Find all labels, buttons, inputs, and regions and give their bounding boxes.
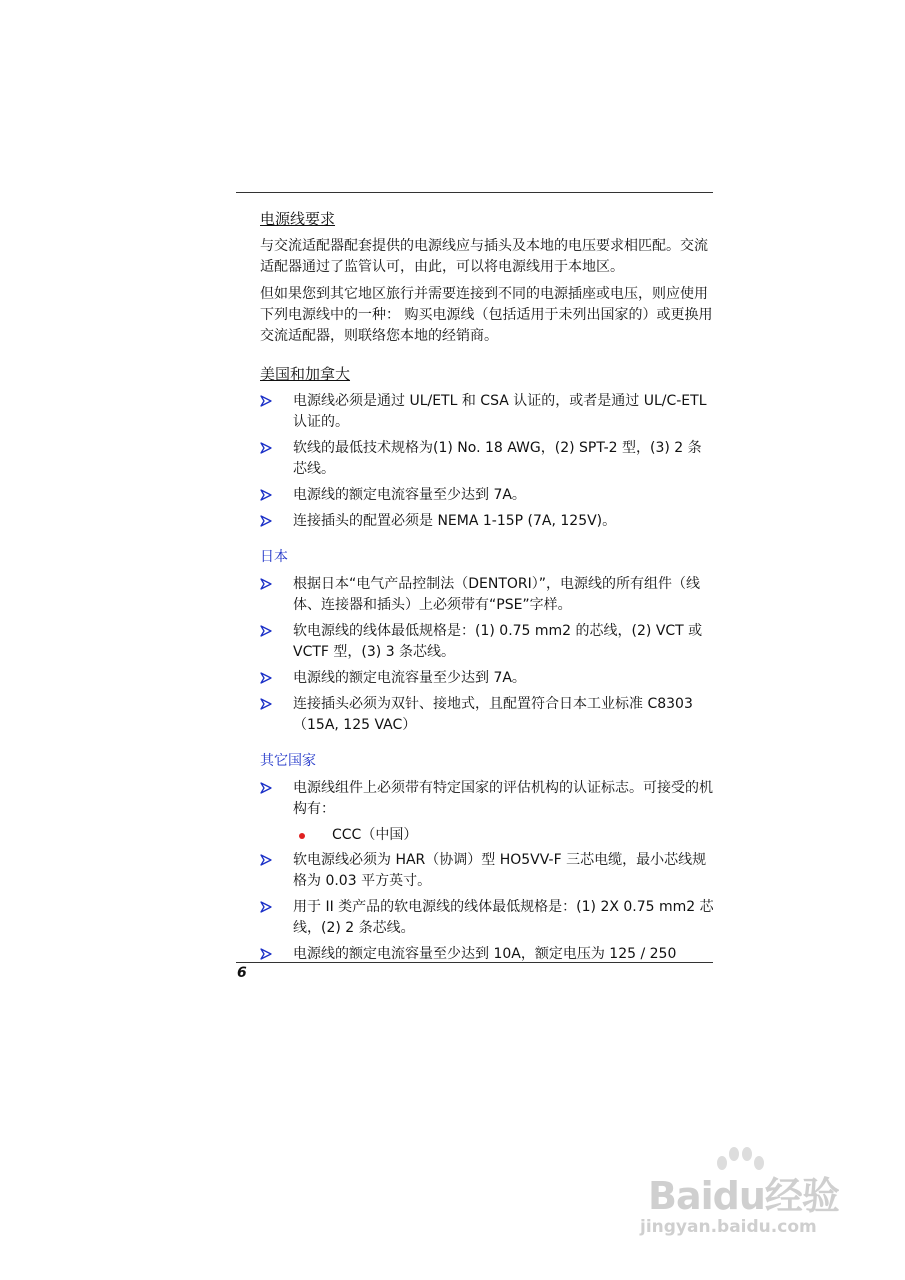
arrow-bullet-icon	[260, 395, 272, 407]
list-item: 根据日本“电气产品控制法（DENTORI）”，电源线的所有组件（线体、连接器和插头）上必须带有“PSE”字样。	[260, 574, 715, 616]
list-item: 电源线组件上必须带有特定国家的评估机构的认证标志。可接受的机构有：	[260, 778, 715, 820]
section-title-usa-canada: 美国和加拿大	[260, 365, 351, 383]
page-number: 6	[237, 965, 247, 981]
arrow-bullet-icon	[260, 901, 272, 913]
arrow-bullet-icon	[260, 782, 272, 794]
arrow-bullet-icon	[260, 515, 272, 527]
list-item: 软电源线的线体最低规格是：(1) 0.75 mm2 的芯线，(2) VCT 或 VCTF 型，(3) 3 条芯线。	[260, 621, 715, 663]
list-item: 电源线的额定电流容量至少达到 10A，额定电压为 125 / 250	[260, 944, 715, 965]
list-item: 软电源线必须为 HAR（协调）型 HO5VV-F 三芯电缆，最小芯线规格为 0.03 平方英寸。	[260, 850, 715, 892]
arrow-bullet-icon	[260, 578, 272, 590]
baidu-watermark	[640, 1145, 855, 1245]
list-item: 连接插头的配置必须是 NEMA 1-15P (7A, 125V)。	[260, 511, 715, 532]
watermark-brand: Baidu经验	[648, 1174, 839, 1218]
red-dot-bullet-icon	[299, 833, 305, 839]
agency-sublist	[260, 825, 715, 846]
arrow-bullet-icon	[260, 672, 272, 684]
section-title-japan: 日本	[260, 549, 288, 565]
page-content	[260, 208, 715, 970]
usa-requirements-list	[260, 391, 715, 532]
other-requirements-list-continued	[260, 850, 715, 965]
list-item: 连接插头必须为双针、接地式，且配置符合日本工业标准 C8303（15A, 125 VAC）	[260, 694, 715, 736]
arrow-bullet-icon	[260, 948, 272, 960]
arrow-bullet-icon	[260, 854, 272, 866]
arrow-bullet-icon	[260, 698, 272, 710]
list-item: 电源线必须是通过 UL/ETL 和 CSA 认证的，或者是通过 UL/C-ETL 认证的。	[260, 391, 715, 433]
arrow-bullet-icon	[260, 442, 272, 454]
watermark-url: jingyan.baidu.com	[640, 1217, 817, 1237]
intro-paragraph: 与交流适配器配套提供的电源线应与插头及本地的电压要求相匹配。交流适配器通过了监管认可，由此，可以将电源线用于本地区。	[260, 238, 708, 275]
sub-list-item: CCC（中国）	[260, 825, 715, 846]
arrow-bullet-icon	[260, 489, 272, 501]
top-divider	[236, 192, 713, 193]
list-item: 软线的最低技术规格为(1) No. 18 AWG，(2) SPT-2 型，(3) 2 条芯线。	[260, 438, 715, 480]
other-requirements-list	[260, 778, 715, 820]
section-title-power-cord: 电源线要求	[260, 210, 336, 228]
list-item: 用于 II 类产品的软电源线的线体最低规格是：(1) 2X 0.75 mm2 芯线，(2) 2 条芯线。	[260, 897, 715, 939]
arrow-bullet-icon	[260, 625, 272, 637]
travel-paragraph: 但如果您到其它地区旅行并需要连接到不同的电源插座或电压，则应使用下列电源线中的一种： 购买电源线（包括适用于未列出国家的）或更换用交流适配器，则联络您本地的经销商。	[260, 286, 713, 344]
section-title-other-countries: 其它国家	[260, 753, 316, 769]
list-item: 电源线的额定电流容量至少达到 7A。	[260, 668, 715, 689]
japan-requirements-list	[260, 574, 715, 736]
list-item: 电源线的额定电流容量至少达到 7A。	[260, 485, 715, 506]
bottom-divider	[236, 962, 713, 963]
